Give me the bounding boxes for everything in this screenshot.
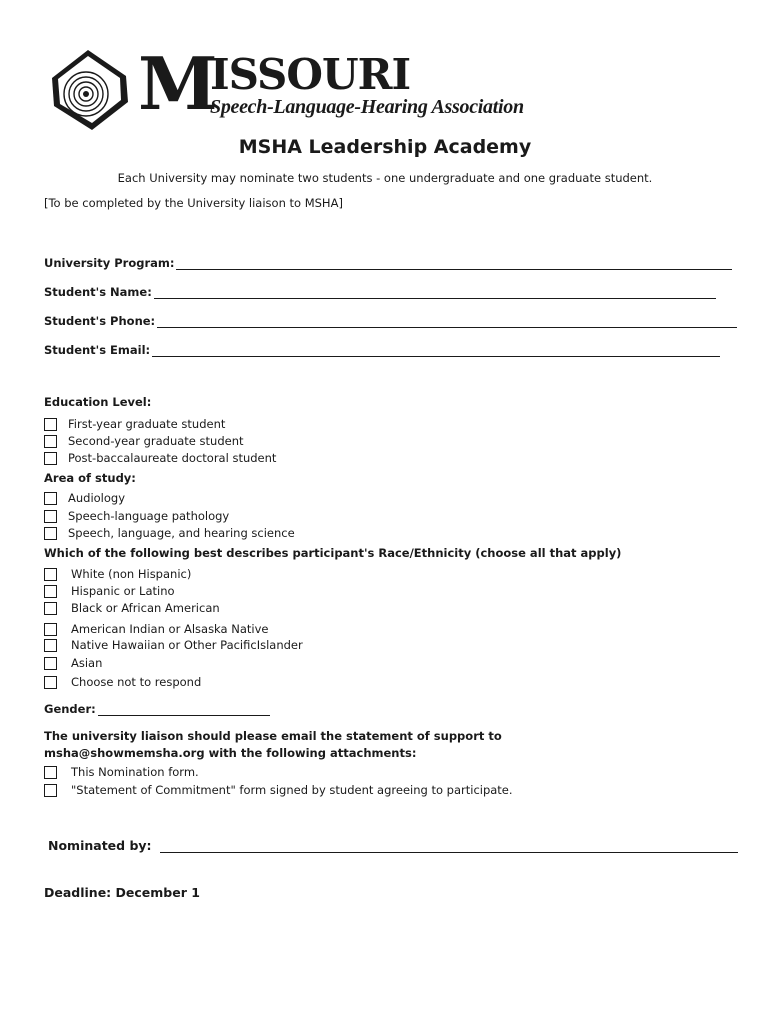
- checkbox[interactable]: [44, 435, 57, 448]
- option-label: Audiology: [68, 491, 126, 505]
- option-label: Hispanic or Latino: [71, 584, 175, 598]
- race-option[interactable]: [44, 638, 303, 652]
- area-option[interactable]: [44, 491, 125, 505]
- checkbox[interactable]: [44, 568, 57, 581]
- option-label: Second-year graduate student: [68, 434, 244, 448]
- option-label: Choose not to respond: [71, 675, 202, 689]
- logo-subtitle: Speech-Language-Hearing Association: [210, 96, 524, 118]
- checkbox[interactable]: [44, 527, 57, 540]
- gender-label: Gender:: [44, 702, 96, 716]
- university-program-input-line[interactable]: [176, 258, 732, 270]
- option-label: Post-baccalaureate doctoral student: [68, 451, 277, 465]
- checkbox[interactable]: [44, 492, 57, 505]
- option-label: Black or African American: [71, 601, 220, 615]
- student-name-label: Student's Name:: [44, 285, 152, 299]
- option-label: Speech-language pathology: [68, 509, 230, 523]
- option-label: White (non Hispanic): [71, 567, 192, 581]
- race-option[interactable]: [44, 675, 201, 689]
- area-of-study-label: Area of study:: [44, 471, 136, 485]
- option-label: This Nomination form.: [71, 765, 199, 779]
- student-name-input-line[interactable]: [154, 287, 716, 299]
- option-label: American Indian or Alsaska Native: [71, 622, 269, 636]
- student-name-field: [44, 285, 716, 299]
- checkbox[interactable]: [44, 585, 57, 598]
- race-option[interactable]: [44, 622, 268, 636]
- university-program-label: University Program:: [44, 256, 175, 270]
- attachment-option[interactable]: [44, 783, 513, 797]
- education-option[interactable]: [44, 451, 276, 465]
- education-option[interactable]: [44, 434, 244, 448]
- race-option[interactable]: [44, 584, 175, 598]
- student-email-field: [44, 343, 720, 357]
- checkbox[interactable]: [44, 452, 57, 465]
- gender-input-line[interactable]: [98, 704, 270, 716]
- checkbox[interactable]: [44, 639, 57, 652]
- missouri-state-outline-icon: [48, 46, 138, 136]
- race-option[interactable]: [44, 567, 191, 581]
- checkbox[interactable]: [44, 623, 57, 636]
- student-phone-input-line[interactable]: [157, 316, 737, 328]
- student-email-input-line[interactable]: [152, 345, 720, 357]
- checkbox[interactable]: [44, 418, 57, 431]
- area-option[interactable]: [44, 526, 295, 540]
- logo-initial: M: [138, 41, 216, 126]
- deadline-text: Deadline: December 1: [44, 885, 200, 900]
- checkbox[interactable]: [44, 657, 57, 670]
- page-title: MSHA Leadership Academy: [238, 136, 532, 158]
- race-ethnicity-label: Which of the following best describes participant's Race/Ethnicity (choose all that apply): [44, 546, 622, 560]
- student-phone-label: Student's Phone:: [44, 314, 156, 328]
- nominated-by-input-line[interactable]: [160, 840, 738, 853]
- attachment-option[interactable]: [44, 765, 199, 779]
- university-program-field: [44, 256, 732, 270]
- gender-field: [44, 702, 270, 716]
- checkbox[interactable]: [44, 766, 57, 779]
- nominated-by-field: [48, 838, 738, 853]
- race-option[interactable]: [44, 656, 102, 670]
- completion-note: [To be completed by the University liaison to MSHA]: [44, 196, 343, 210]
- education-level-label: Education Level:: [44, 395, 152, 409]
- checkbox[interactable]: [44, 676, 57, 689]
- logo-word-rest: ISSOURI: [210, 50, 411, 99]
- education-option[interactable]: [44, 417, 225, 431]
- area-option[interactable]: [44, 509, 229, 523]
- msha-logo: [48, 41, 548, 136]
- checkbox[interactable]: [44, 784, 57, 797]
- liaison-instructions: The university liaison should please email the statement of support to msha@showmemsha.org with the following attachments:: [44, 729, 502, 760]
- option-label: Asian: [71, 656, 103, 670]
- intro-text: Each University may nominate two students - one undergraduate and one graduate student.: [117, 171, 653, 185]
- student-phone-field: [44, 314, 737, 328]
- checkbox[interactable]: [44, 602, 57, 615]
- option-label: Speech, language, and hearing science: [68, 526, 295, 540]
- checkbox[interactable]: [44, 510, 57, 523]
- option-label: "Statement of Commitment" form signed by student agreeing to participate.: [71, 783, 513, 797]
- race-option[interactable]: [44, 601, 220, 615]
- option-label: First-year graduate student: [68, 417, 226, 431]
- student-email-label: Student's Email:: [44, 343, 151, 357]
- nominated-by-label: Nominated by:: [48, 838, 152, 853]
- option-label: Native Hawaiian or Other PacificIslander: [71, 638, 303, 652]
